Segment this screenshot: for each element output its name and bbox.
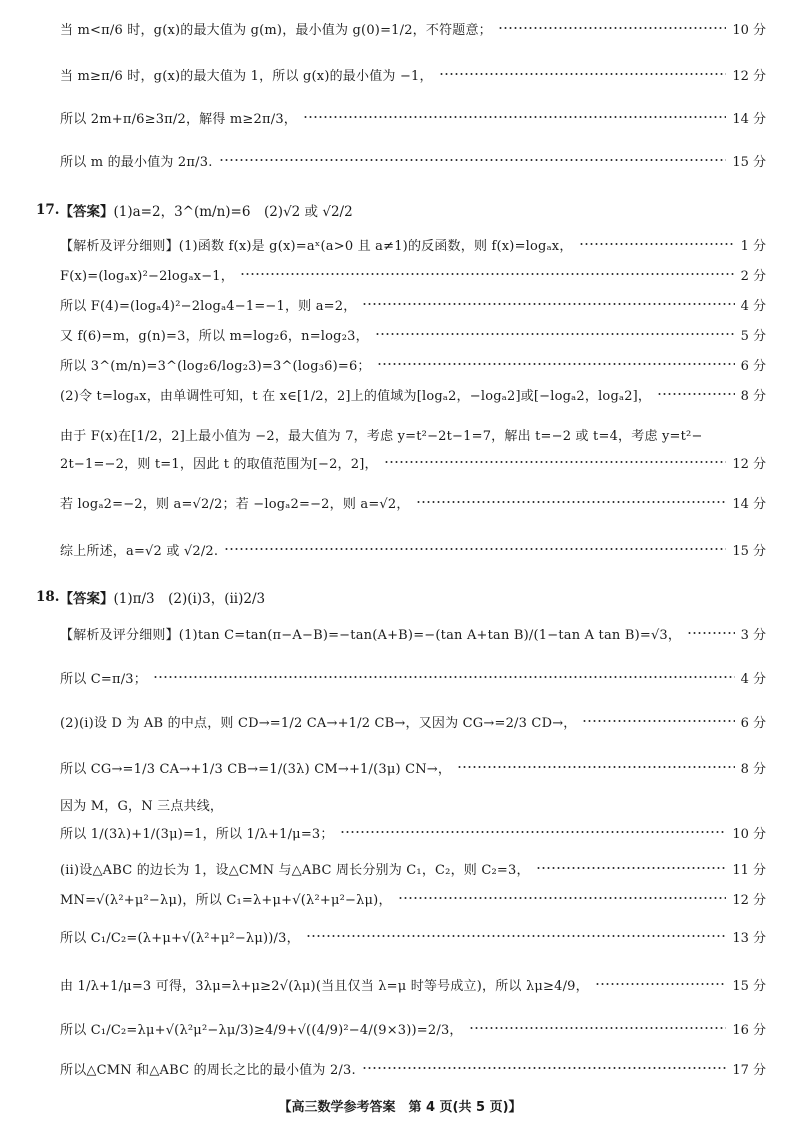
score: 11 分 [732,862,766,878]
answer-line [0,372,800,416]
answer-text: 2t−1=−2，则 t=1，因此 t 的取值范围为[−2，2]， [60,456,378,472]
score: 5 分 [740,328,766,344]
score: 4 分 [740,671,766,687]
leader-dots [498,27,726,29]
score: 12 分 [732,68,766,84]
answer-text: 所以 1/(3λ)+1/(3μ)=1，所以 1/λ+1/μ=3； [60,826,334,842]
leader-dots [439,73,727,75]
answer-text: 因为 M，G，N 三点共线， [60,798,224,814]
score: 16 分 [732,1022,766,1038]
answer-text: 若 logₐ2=−2，则 a=√2/2；若 −logₐ2=−2，则 a=√2， [60,496,410,512]
score: 3 分 [740,627,766,643]
score: 10 分 [732,826,766,842]
answer-line [0,52,800,96]
leader-dots [582,720,734,722]
leader-dots [303,116,726,118]
answer-line [0,699,800,743]
answer-text: 由于 F(x)在[1/2，2]上最小值为 −2，最大值为 7，考虑 y=t²−2t−1=7，解出 t=−2 或 t=4，考虑 y=t²− [60,428,703,444]
score: 17 分 [732,1062,766,1078]
answer-text: 所以 3^(m/n)=3^(log₂6/log₂3)=3^(log₃6)=6； [60,358,371,374]
answer-text: 又 f(6)=m，g(n)=3，所以 m=log₂6，n=log₂3， [60,328,369,344]
score: 10 分 [732,22,766,38]
score: 15 分 [732,543,766,559]
leader-dots [595,983,726,985]
answer-text: 由 1/λ+1/μ=3 可得，3λμ=λ+μ≥2√(λμ)(当且仅当 λ=μ 时等号成立)，所以 λμ≥4/9， [60,978,589,994]
leader-dots [687,632,735,634]
leader-dots [219,159,727,161]
answer-line [0,655,800,699]
answer-text: MN=√(λ²+μ²−λμ)，所以 C₁=λ+μ+√(λ²+μ²−λμ)， [60,892,392,908]
answer-text: (2)令 t=logₐx，由单调性可知，t 在 x∈[1/2，2]上的值域为[logₐ2，−logₐ2]或[−logₐ2，logₐ2]， [60,388,652,404]
leader-dots [579,243,735,245]
answer-line [0,962,800,1006]
leader-dots [536,867,727,869]
answer-text: 所以 CG→=1/3 CA→+1/3 CB→=1/(3λ) CM→+1/(3μ) CN→， [60,761,452,777]
answer-line [0,527,800,571]
answer-line [0,914,800,958]
leader-dots [469,1027,727,1029]
answer-text: 综上所述，a=√2 或 √2/2. [60,543,219,559]
score: 14 分 [732,496,766,512]
leader-dots [240,273,735,275]
answer-tag: 【答案】 [59,591,114,607]
score: 12 分 [732,456,766,472]
answer-text: 【解析及评分细则】(1)函数 f(x)是 g(x)=aˣ(a>0 且 a≠1)的反函数，则 f(x)=logₐx， [60,238,573,254]
answer-summary: (1)a=2，3^(m/n)=6 (2)√2 或 √2/2 [113,204,353,220]
score: 13 分 [732,930,766,946]
answer-text: 当 m≥π/6 时，g(x)的最大值为 1，所以 g(x)的最小值为 −1， [60,68,433,84]
leader-dots [457,766,734,768]
answer-text: 所以△CMN 和△ABC 的周长之比的最小值为 2/3. [60,1062,356,1078]
answer-text: F(x)=(logₐx)²−2logₐx−1， [60,268,234,284]
score: 14 分 [732,111,766,127]
leader-dots [340,831,727,833]
answer-text: 所以 m 的最小值为 2π/3. [60,154,213,170]
leader-dots [306,935,727,937]
answer-line [0,611,800,655]
answer-text: 所以 F(4)=(logₐ4)²−2logₐ4−1=−1，则 a=2， [60,298,357,314]
leader-dots [362,303,734,305]
page-footer: 【高三数学参考答案 第 4 页(共 5 页)】 [278,1100,522,1115]
score: 1 分 [740,238,766,254]
leader-dots [377,363,735,365]
score: 15 分 [732,978,766,994]
score: 2 分 [740,268,766,284]
leader-dots [362,1067,727,1069]
answer-line [0,440,800,484]
question-number: 17. [36,202,60,218]
question-number: 18. [36,589,60,605]
answer-tag: 【答案】 [59,204,114,220]
score: 12 分 [732,892,766,908]
answer-line [0,480,800,524]
answer-line [0,1046,800,1090]
answer-line [0,95,800,139]
answer-text: 当 m<π/6 时，g(x)的最大值为 g(m)，最小值为 g(0)=1/2，不符题意； [60,22,492,38]
leader-dots [398,897,727,899]
leader-dots [375,333,735,335]
answer-text: 所以 C₁/C₂=λμ+√(λ²μ²−λμ/3)≥4/9+√((4/9)²−4/(9×3))=2/3， [60,1022,463,1038]
answer-text: 所以 2m+π/6≥3π/2，解得 m≥2π/3， [60,111,297,127]
score: 6 分 [740,358,766,374]
score: 6 分 [740,715,766,731]
answer-line [0,6,800,50]
leader-dots [384,461,727,463]
answer-text: (2)(i)设 D 为 AB 的中点，则 CD→=1/2 CA→+1/2 CB→，又因为 CG→=2/3 CD→， [60,715,577,731]
score: 4 分 [740,298,766,314]
leader-dots [416,501,727,503]
leader-dots [224,548,726,550]
score: 8 分 [740,761,766,777]
score: 8 分 [740,388,766,404]
score: 15 分 [732,154,766,170]
leader-dots [657,393,734,395]
answer-summary: (1)π/3 (2)(i)3，(ii)2/3 [113,591,266,607]
answer-text: 【解析及评分细则】(1)tan C=tan(π−A−B)=−tan(A+B)=−(tan A+tan B)/(1−tan A tan B)=√3， [60,627,682,643]
answer-line [0,138,800,182]
answer-text: 所以 C=π/3； [60,671,147,687]
leader-dots [153,676,735,678]
answer-text: 所以 C₁/C₂=(λ+μ+√(λ²+μ²−λμ))/3， [60,930,300,946]
answer-text: (ii)设△ABC 的边长为 1，设△CMN 与△ABC 周长分别为 C₁，C₂，则 C₂=3， [60,862,530,878]
answer-line [0,1006,800,1050]
